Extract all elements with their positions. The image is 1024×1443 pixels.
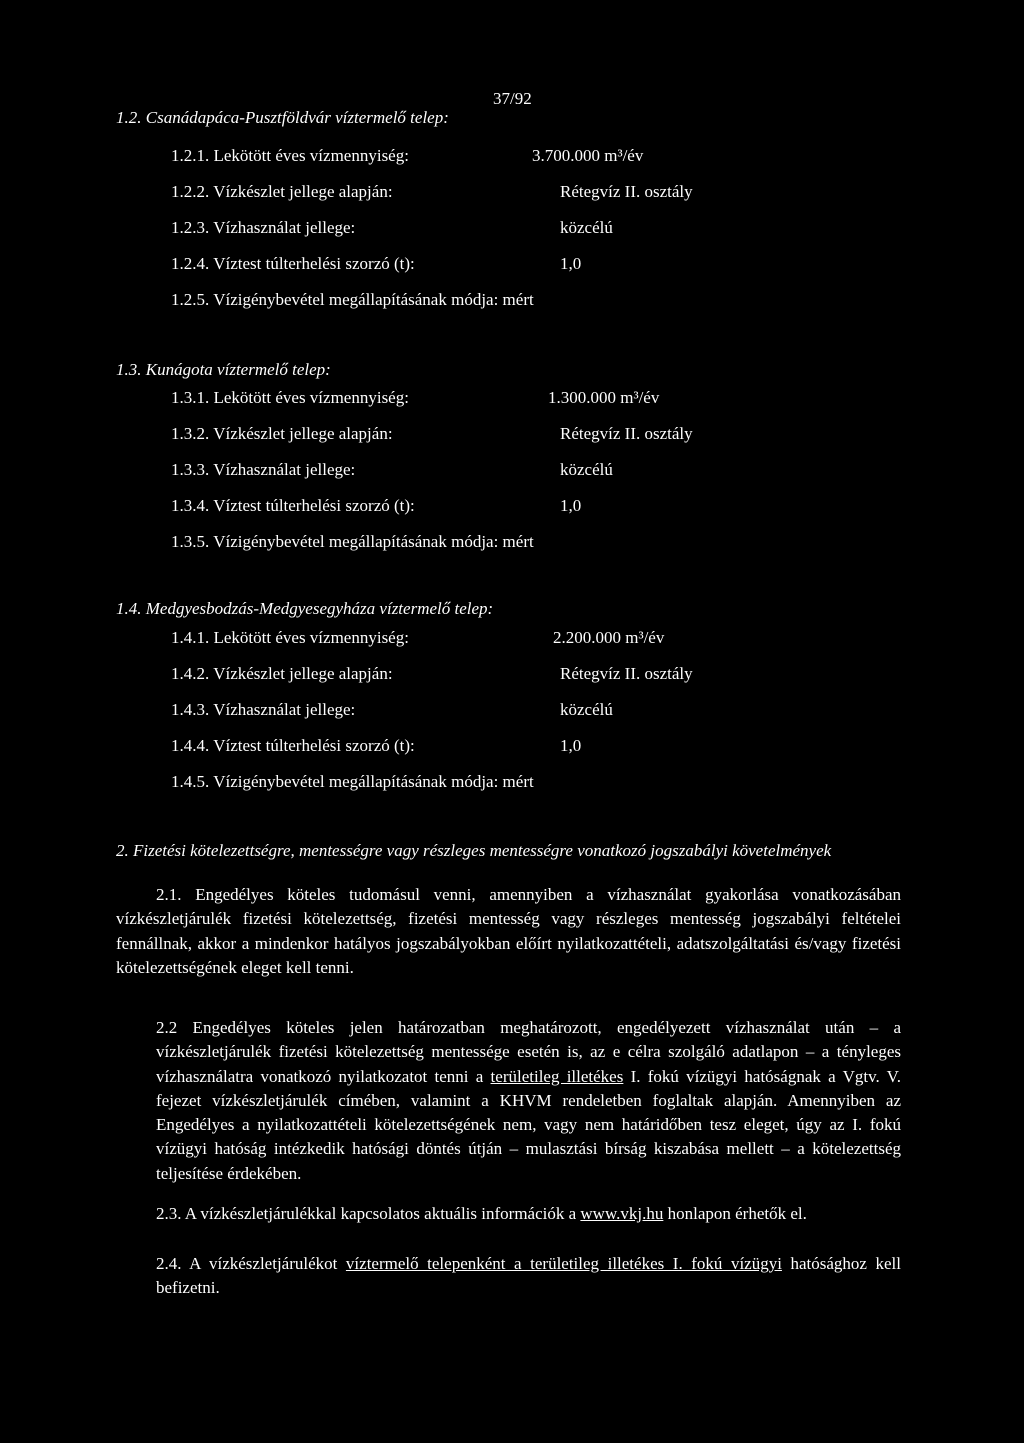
paragraph-2-4-underlined: víztermelő telepenként a területileg illetékes I. fokú vízügyi (345, 1254, 782, 1273)
row-value: közcélú (560, 700, 613, 719)
paragraph-2-3 (156, 1202, 901, 1226)
row-label: 1.4.2. Vízkészlet jellege alapján: (171, 664, 393, 683)
paragraph-2-4-text-cont: hatósághoz kell befizetni. (156, 1254, 901, 1298)
row-value: Rétegvíz II. osztály (560, 664, 693, 683)
row-label: 1.2.1. Lekötött éves vízmennyiség: (171, 146, 409, 165)
paragraph-2-2 (156, 1016, 901, 1186)
row-value: 1,0 (560, 736, 582, 755)
section-2-heading: 2. Fizetési kötelezettségre, mentességre vagy részleges mentességre vonatkozó jogszabályi követelmények (116, 841, 832, 860)
row-label: 1.3.2. Vízkészlet jellege alapján: (171, 424, 393, 443)
row-label: 1.2.5. Vízigénybevétel megállapításának módja: mért (171, 290, 534, 309)
page-number: 37/92 (493, 89, 532, 108)
row-label: 1.2.4. Víztest túlterhelési szorzó (t): (171, 254, 415, 273)
row-label: 1.3.1. Lekötött éves vízmennyiség: (171, 388, 409, 407)
paragraph-2-2-underlined: területileg illetékes (490, 1066, 624, 1086)
paragraph-2-4 (156, 1252, 901, 1301)
paragraph-2-4-text: 2.4. A vízkészletjárulékot (156, 1254, 338, 1273)
row-value: 1.300.000 m³/év (548, 388, 660, 407)
row-value: 1,0 (560, 254, 582, 273)
row-label: 1.4.5. Vízigénybevétel megállapításának módja: mért (171, 772, 534, 791)
row-label: 1.4.3. Vízhasználat jellege: (171, 700, 356, 719)
paragraph-2-2-text: 2.2 Engedélyes köteles jelen határozatban meghatározott, engedélyezett vízhasználat után – a vízkészletjárulék fizetési kötelezettség mentessége esetén is, az e célra szolgáló adatlapon – a tényleges vízhasználatra vonatkozó nyilatkozatot tenni a (156, 1018, 901, 1086)
row-value: Rétegvíz II. osztály (560, 182, 693, 201)
vkj-link[interactable]: www.vkj.hu (580, 1204, 664, 1223)
row-label: 1.4.1. Lekötött éves vízmennyiség: (171, 628, 409, 647)
row-value: közcélú (560, 218, 613, 237)
section-heading: 1.2. Csanádapáca-Pusztföldvár víztermelő telep: (116, 108, 449, 127)
row-value: közcélú (560, 460, 613, 479)
paragraph-2-3-text-cont: honlapon érhetők el. (667, 1204, 807, 1223)
paragraph-2-3-text: 2.3. A vízkészletjárulékkal kapcsolatos aktuális információk a (156, 1204, 577, 1223)
row-label: 1.3.3. Vízhasználat jellege: (171, 460, 356, 479)
row-label: 1.3.5. Vízigénybevétel megállapításának módja: mért (171, 532, 534, 551)
paragraph-2-2-text-cont: I. fokú vízügyi hatóságnak a Vgtv. V. fejezet vízkészletjárulék címében, valamint a KHVM rendeletben foglaltak alapján. Amennyiben az Engedélyes a nyilatkozattételi kötelezettségének nem, vagy nem határidőben tesz eleget, úgy az I. fokú vízügyi hatóság intézkedik hatósági döntés útján – mulasztási bírság kiszabása mellett – a kötelezettség teljesítése érdekében. (156, 1066, 902, 1183)
row-label: 1.3.4. Víztest túlterhelési szorzó (t): (171, 496, 415, 515)
section-heading: 1.3. Kunágota víztermelő telep: (116, 360, 331, 379)
row-value: 3.700.000 m³/év (532, 146, 644, 165)
row-label: 1.2.2. Vízkészlet jellege alapján: (171, 182, 393, 201)
row-value: 2.200.000 m³/év (553, 628, 665, 647)
paragraph-2-1: 2.1. Engedélyes köteles tudomásul venni, amennyiben a vízhasználat gyakorlása vonatkozásában vízkészletjárulék fizetési kötelezettség, fizetési mentesség vagy részleges mentesség jogszabályi feltételei fennállnak, akkor a mindenkor hatályos jogszabályokban előírt nyilatkozattételi, adatszolgáltatási és/vagy fizetési kötelezettségének eleget kell tenni. (116, 885, 901, 977)
row-value: Rétegvíz II. osztály (560, 424, 693, 443)
section-heading: 1.4. Medgyesbodzás-Medgyesegyháza víztermelő telep: (116, 599, 494, 618)
row-value: 1,0 (560, 496, 582, 515)
row-label: 1.4.4. Víztest túlterhelési szorzó (t): (171, 736, 415, 755)
row-label: 1.2.3. Vízhasználat jellege: (171, 218, 356, 237)
